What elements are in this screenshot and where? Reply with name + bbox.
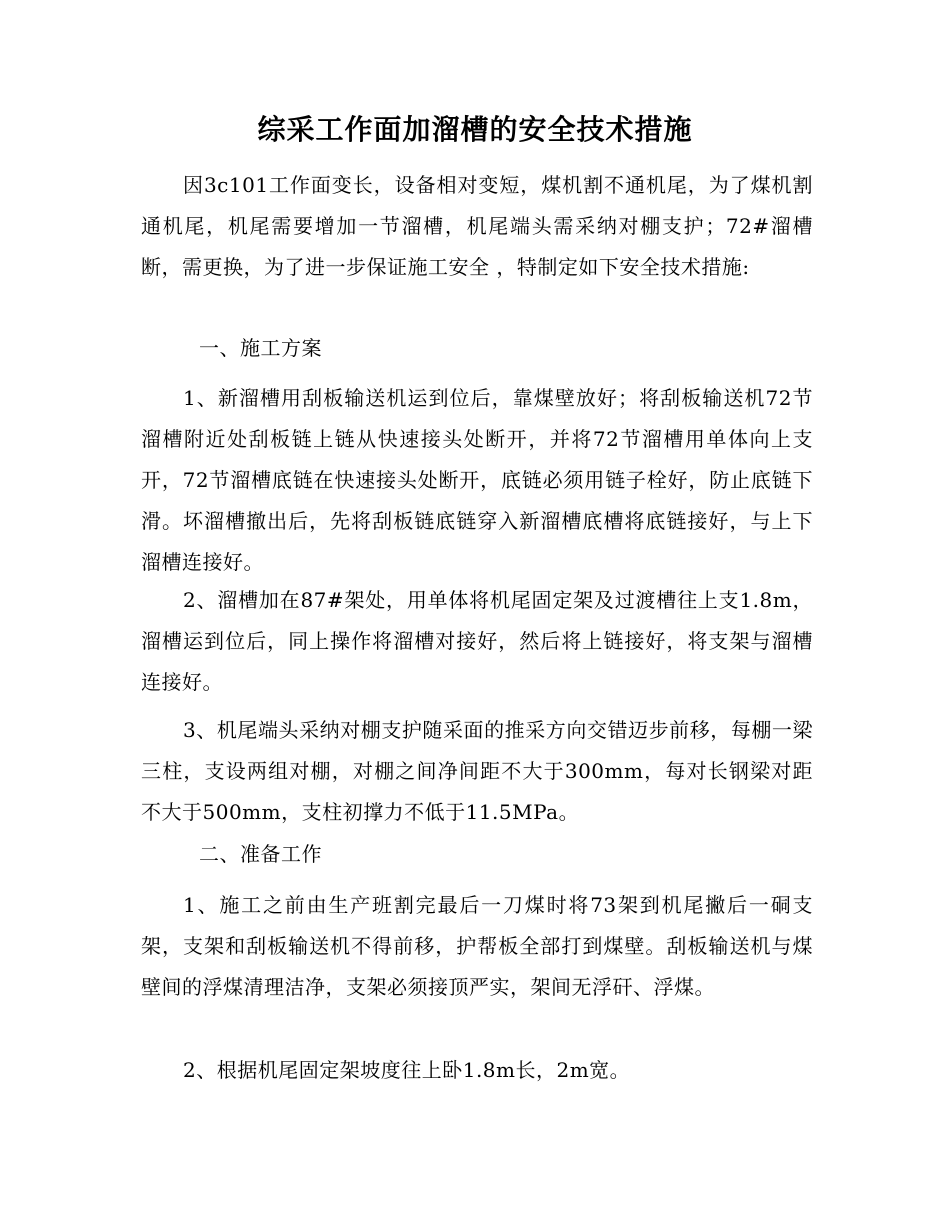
section-heading-plan: 一、施工方案: [199, 336, 322, 360]
section-heading-preparation: 二、准备工作: [199, 842, 322, 866]
plan-item-1: 1、新溜槽用刮板输送机运到位后，靠煤壁放好；将刮板输送机72节溜槽附近处刮板链上链从快速接头处断开，并将72节溜槽用单体向上支开，72节溜槽底链在快速接头处断开，底链必须用链子栓好，防止底链下滑。坏溜槽撤出后，先将刮板链底链穿入新溜槽底槽将底链接好，与上下溜槽连接好。: [141, 386, 813, 574]
preparation-item-2: 2、根据机尾固定架坡度往上卧1.8m长，2m宽。: [183, 1058, 631, 1082]
intro-paragraph: 因3c101工作面变长，设备相对变短，煤机割不通机尾，为了煤机割通机尾，机尾需要增加一节溜槽，机尾端头需采纳对棚支护；72#溜槽断，需更换，为了进一步保证施工安全 ，特制定如下安全技术措施:: [141, 173, 813, 279]
plan-item-3: 3、机尾端头采纳对棚支护随采面的推采方向交错迈步前移，每棚一梁三柱，支设两组对棚，对棚之间净间距不大于300mm，每对长钢梁对距不大于500mm，支柱初撑力不低于11.5MPa。: [141, 718, 813, 824]
preparation-item-1: 1、施工之前由生产班割完最后一刀煤时将73架到机尾撇后一硐支架，支架和刮板输送机不得前移，护帮板全部打到煤壁。刮板输送机与煤壁间的浮煤清理洁净，支架必须接顶严实，架间无浮矸、浮煤。: [141, 893, 813, 999]
plan-item-2: 2、溜槽加在87#架处，用单体将机尾固定架及过渡槽往上支1.8m，溜槽运到位后，同上操作将溜槽对接好，然后将上链接好，将支架与溜槽连接好。: [141, 588, 813, 694]
document-title: 综采工作面加溜槽的安全技术措施: [257, 113, 693, 146]
